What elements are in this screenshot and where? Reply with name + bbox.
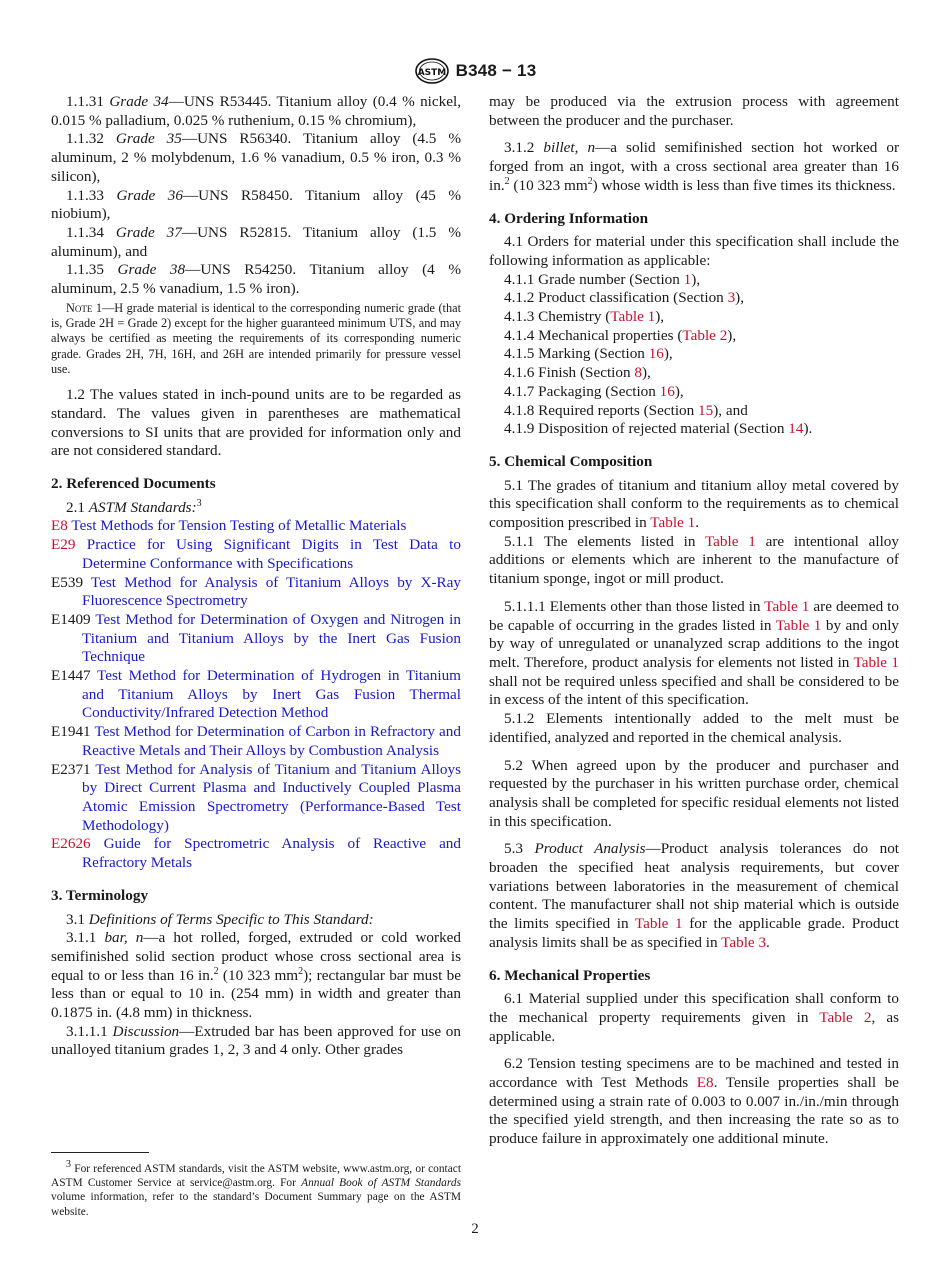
ref-code: E1941 [51,723,91,741]
para-5-1-1-1: 5.1.1.1 Elements other than those listed in Table 1 are deemed to be capable of occurring in the grades listed in Table 1 by and only by way of unregulated or unanalyzed scrap additions to the ingot melt. Therefore, product analysis for elements not listed in Table 1 shall not be required unless specified and shall be considered to be in excess of the intent of this specification. [489,597,900,709]
order-item: 4.1.7 Packaging (Section 16), [504,382,684,400]
referenced-documents-list [51,517,461,872]
ref-title-link[interactable]: Test Method for Analysis of Titanium and Titanium Alloys by Direct Current Plasma and Inductively Coupled Plasma Atomic Emission Spectrometry (Performance-Based Test Methodology) [82,760,462,834]
ref-e1941 [51,723,461,760]
section-3-heading: 3. Terminology [51,886,149,904]
order-item: 4.1.5 Marking (Section 16), [504,345,673,363]
ref-title-link[interactable]: Test Method for Determination of Carbon in Refractory and Reactive Metals and Their Alloys by Combustion Analysis [82,723,461,759]
ref-title-link[interactable]: Practice for Using Significant Digits in Test Data to Determine Conformance with Specifications [82,536,461,572]
ref-code: E1447 [51,667,91,685]
para-3-1-1-1: 3.1.1.1 Discussion—Extruded bar has been approved for use on unalloyed titanium grades 1, 2, 3 and 4 only. Other grades [51,1022,461,1059]
standard-code: B348 − 13 [455,61,537,80]
section-link[interactable]: 3 [727,289,736,307]
ref-title-link[interactable]: Guide for Spectrometric Analysis of Reactive and Refractory Metals [82,835,461,872]
section-4-heading: 4. Ordering Information [489,209,649,227]
ref-e2626 [51,835,461,872]
grade-37-para: 1.1.34 Grade 37—UNS R52815. Titanium alloy (1.5 % aluminum), and [51,223,462,260]
para-2-1: 2.1 ASTM Standards:$^3$ [66,497,202,516]
standard-link[interactable]: E8 [696,1074,714,1092]
ref-e1409 [51,611,461,667]
table-link[interactable]: Table 1 [704,532,756,550]
order-item: 4.1.1 Grade number (Section 1), [504,270,701,288]
astm-logo-icon [414,58,450,84]
right-column [489,93,899,1149]
ref-code-link[interactable]: E2626 [51,835,91,853]
ref-e29 [51,536,461,573]
section-link[interactable]: 16 [659,382,675,400]
para-5-1-1: 5.1.1 The elements listed in Table 1 are intentional alloy additions or elements which are inherent to the manufacture of titanium sponge, ingot or mill product. [489,532,899,588]
ref-code-link[interactable]: E29 [51,536,76,554]
para-5-3: 5.3 Product Analysis—Product analysis tolerances do not broaden the specified heat analysis requirements, but cover variations between laboratories in the measurement of chemical content. The manufacturer shall not ship material which is outside the limits specified in Table 1 for the applicable grade. Product analysis limits shall be as specified in Table 3. [489,840,900,951]
para-5-2: 5.2 When agreed upon by the producer and purchaser and requested by the purchaser in his written purchase order, chemical analysis shall be completed for specific residual elements not listed in this specification. [489,756,899,830]
ref-e539 [51,574,461,611]
table-link[interactable]: Table 3 [721,933,767,951]
para-1-2: 1.2 The values stated in inch-pound units are to be regarded as standard. The values given in parentheses are mathematical conversions to SI units that are provided for information only and are not considered standard. [51,386,461,460]
order-item: 4.1.2 Product classification (Section 3), [504,289,745,307]
section-2-heading: 2. Referenced Documents [51,475,216,493]
para-6-2: 6.2 Tension testing specimens are to be machined and tested in accordance with Test Methods E8. Tensile properties shall be determined using a strain rate of 0.003 to 0.007 in./in./min through the specified yield strength, and then increasing the rate so as to produce failure in approximately one additional minute. [489,1055,899,1148]
table-link[interactable]: Table 2 [819,1008,872,1026]
ref-code-link[interactable]: E8 [51,517,68,535]
para-5-1-2: 5.1.2 Elements intentionally added to the melt must be identified, analyzed and reported in the chemical analysis. [489,710,899,746]
table-link[interactable]: Table 1 [650,514,696,532]
table-link[interactable]: Table 1 [764,597,810,615]
logo-text: ASTM [417,68,446,78]
para-3-1-2: 3.1.2 billet, n—a solid semifinished section hot worked or forged from an ingot, with a cross sectional area greater than 16 in.$^2$ (10 323 $mm^2$) whose width is less than five times its thickness. [489,139,900,194]
grade-34-para: 1.1.31 Grade 34—UNS R53445. Titanium alloy (0.4 % nickel, 0.015 % palladium, 0.025 % ruthenium, 0.15 % chromium), [51,93,461,129]
footnote-divider [51,1152,149,1153]
ref-e1447 [51,667,461,723]
page-number: 2 [471,1221,479,1237]
table-link[interactable]: Table 1 [853,653,899,671]
footnote-3: $^3$ For referenced ASTM standards, visit the ASTM website, www.astm.org, or contact ASTM Customer Service at service@astm.org. For Annual Book of ASTM Standards volume information, refer to the standard’s Document Summary page on the ASTM website. [51,1159,462,1218]
ref-code: E2371 [51,760,91,778]
section-5-heading: 5. Chemical Composition [489,452,653,470]
ref-code: E539 [51,573,84,591]
ref-e2371 [51,761,461,836]
order-item: 4.1.4 Mechanical properties (Table 2), [504,326,737,344]
ref-code: E1409 [51,610,91,628]
ref-title-link[interactable]: Test Method for Determination of Oxygen and Nitrogen in Titanium and Titanium Alloys by the Inert Gas Fusion Technique [82,610,461,666]
order-item: 4.1.3 Chemistry (Table 1), [504,308,665,326]
ordering-list [489,271,899,439]
ref-e8 [51,517,461,536]
order-item: 4.1.6 Finish (Section 8), [504,364,651,382]
grade-35-para: 1.1.32 Grade 35—UNS R56340. Titanium alloy (4.5 % aluminum, 2 % molybdenum, 1.6 % vanadium, 0.5 % iron, 0.3 % silicon), [51,130,462,185]
section-6-heading: 6. Mechanical Properties [489,966,651,984]
para-6-1: 6.1 Material supplied under this specification shall conform to the mechanical property requirements given in Table 2, as applicable. [489,990,900,1045]
grade-38-para: 1.1.35 Grade 38—UNS R54250. Titanium alloy (4 % aluminum, 2.5 % vanadium, 1.5 % iron). [51,261,461,298]
section-link[interactable]: 1 [683,270,692,288]
grade-36-para: 1.1.33 Grade 36—UNS R58450. Titanium alloy (45 % niobium), [51,186,461,223]
left-column [51,93,461,1060]
para-3-1-1: 3.1.1 bar, n—a hot rolled, forged, extruded or cold worked semifinished solid section product whose cross sectional area is equal to or less than 16 in.$^2$ (10 323 $mm^2$); rectangular bar must be less than or equal to 10 in. (254 mm) in width and greater than 0.1875 in. (4.8 mm) in thickness. [51,929,462,1022]
order-item: 4.1.9 Disposition of rejected material (Section 14). [504,420,813,438]
table-link[interactable]: Table 1 [610,308,656,326]
para-3-1-1-1-continued: may be produced via the extrusion process with agreement between the producer and the purchaser. [489,93,899,129]
section-link[interactable]: 14 [788,420,804,438]
ref-title-link[interactable]: Test Method for Analysis of Titanium Alloys by X-Ray Fluorescence Spectrometry [82,573,461,610]
table-link[interactable]: Table 2 [682,326,728,344]
para-3-1: 3.1 Definitions of Terms Specific to This Standard: [66,910,374,928]
ref-title-link[interactable]: Test Method for Determination of Hydrogen in Titanium and Titanium Alloys by Inert Gas Fusion Thermal Conductivity/Infrared Detection Method [82,667,461,722]
section-link[interactable]: 8 [634,364,642,382]
note-1: Note 1—H grade material is identical to the corresponding numeric grade (that is, Grade 2H = Grade 2) except for the higher guaranteed minimum UTS, and may always be certified as meeting the requirements of its corresponding numeric grade. Grades 2H, 7H, 16H, and 26H are intended primarily for pressure vessel use. [51,300,461,376]
order-item: 4.1.8 Required reports (Section 15), and [504,401,748,419]
section-link[interactable]: 16 [648,345,664,363]
table-link[interactable]: Table 1 [775,616,822,634]
table-link[interactable]: Table 1 [634,915,683,933]
para-4-1: 4.1 Orders for material under this specification shall include the following information as applicable: [489,233,899,269]
ref-title-link[interactable]: Test Methods for Tension Testing of Metallic Materials [71,517,407,535]
page-header [0,58,950,84]
para-5-1: 5.1 The grades of titanium and titanium alloy metal covered by this specification shall conform to the requirements as to chemical composition prescribed in Table 1. [489,476,899,532]
section-link[interactable]: 15 [698,401,714,419]
